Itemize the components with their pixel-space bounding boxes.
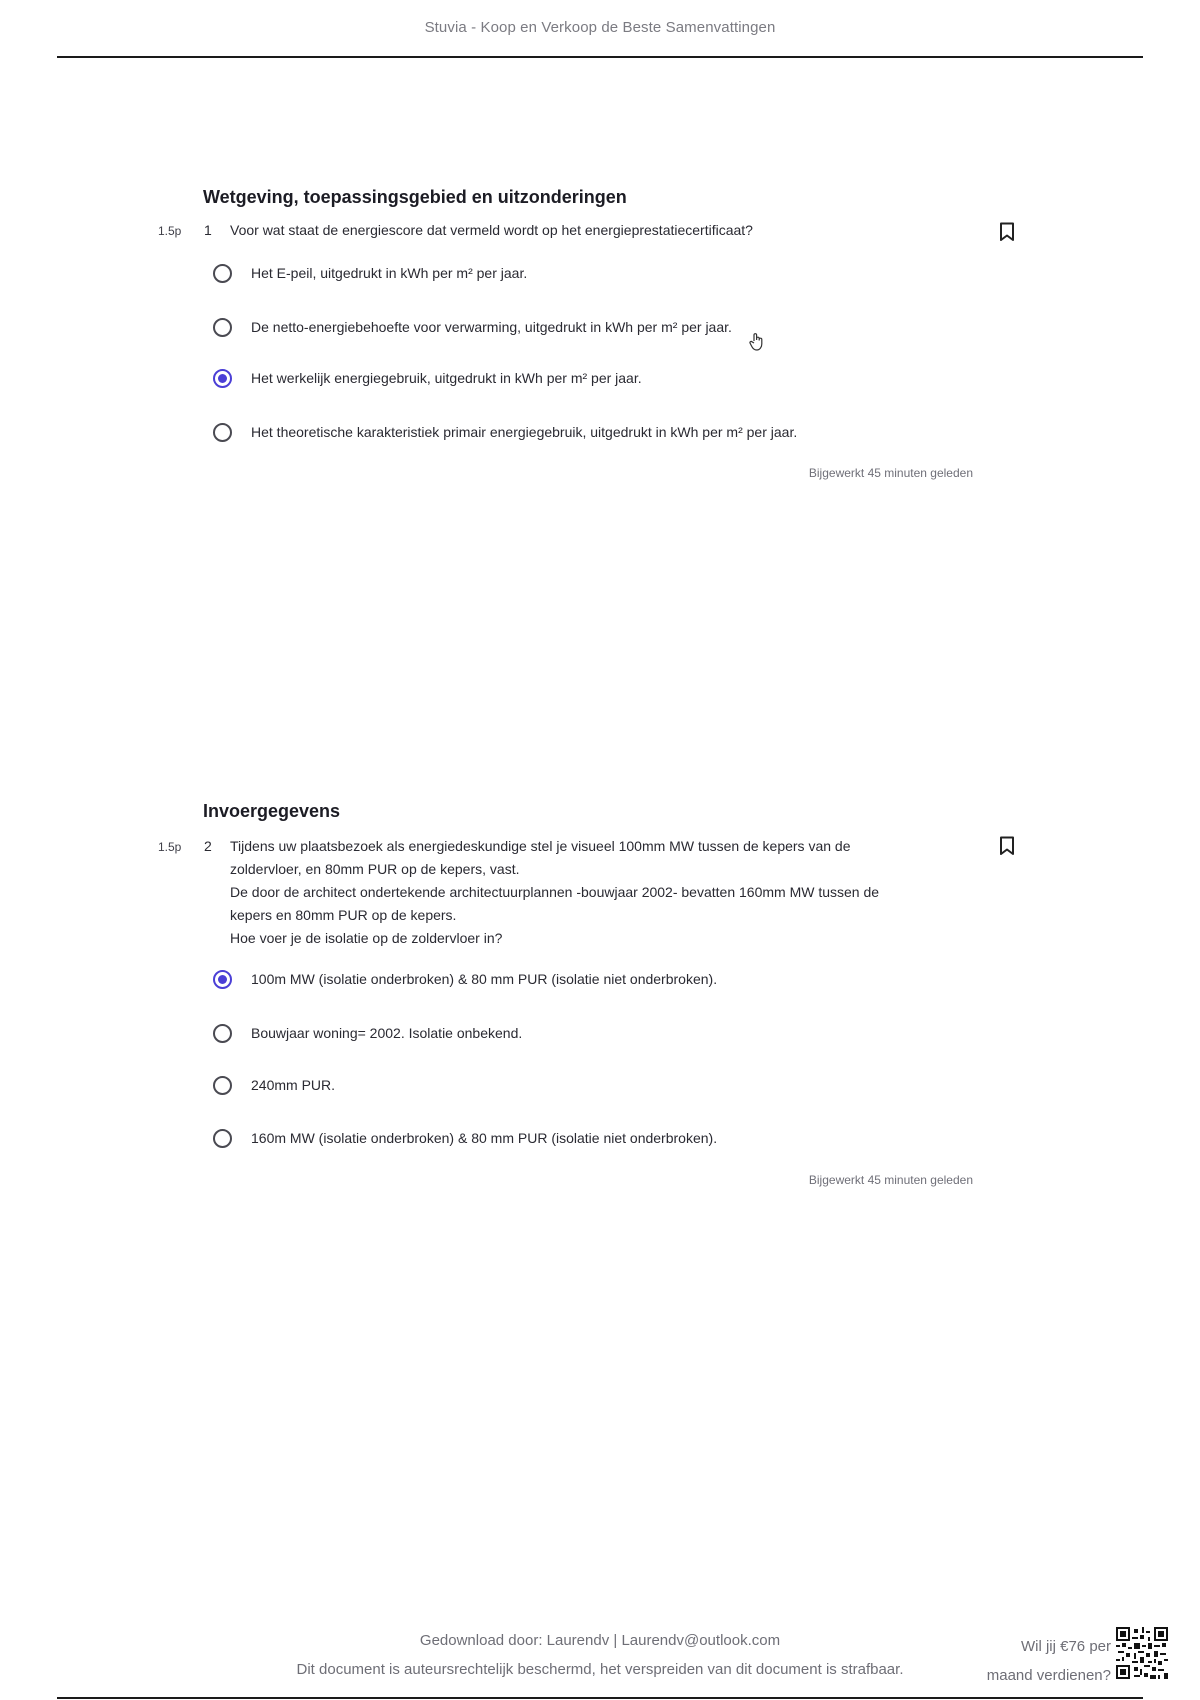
- updated-timestamp: Bijgewerkt 45 minuten geleden: [808, 1173, 973, 1187]
- updated-timestamp: Bijgewerkt 45 minuten geleden: [808, 466, 973, 480]
- earn-promo-line: maand verdienen?: [986, 1667, 1111, 1684]
- answer-label: Het werkelijk energiegebruik, uitgedrukt in kWh per m² per jaar.: [251, 370, 642, 386]
- answer-label: Bouwjaar woning= 2002. Isolatie onbekend.: [251, 1025, 523, 1041]
- question-text-line: Hoe voer je de isolatie op de zoldervloer in?: [230, 930, 503, 946]
- footer-divider: [57, 1697, 1143, 1699]
- qr-code-icon[interactable]: [1116, 1627, 1168, 1679]
- bookmark-icon[interactable]: [999, 222, 1015, 242]
- question-text-line: De door de architect ondertekende architectuurplannen -bouwjaar 2002- bevatten 160mm MW tussen de: [230, 884, 880, 900]
- earn-promo-line: Wil jij €76 per: [1020, 1638, 1111, 1655]
- question-text: [230, 835, 970, 950]
- question-text-line: kepers en 80mm PUR op de kepers.: [230, 907, 457, 923]
- answer-label: 240mm PUR.: [251, 1077, 336, 1093]
- question-text-line: Tijdens uw plaatsbezoek als energiedeskundige stel je visueel 100mm MW tussen de kepers van de: [230, 838, 851, 854]
- answer-label: Het E-peil, uitgedrukt in kWh per m² per jaar.: [251, 265, 528, 281]
- radio-button-selected[interactable]: [213, 369, 232, 388]
- download-info: Gedownload door: Laurendv | Laurendv@outlook.com: [419, 1632, 781, 1649]
- earn-promo[interactable]: [966, 1632, 1111, 1690]
- header-title: Stuvia - Koop en Verkoop de Beste Samenvattingen: [424, 19, 776, 36]
- answer-label: De netto-energiebehoefte voor verwarming, uitgedrukt in kWh per m² per jaar.: [251, 319, 732, 335]
- answer-label: 100m MW (isolatie onderbroken) & 80 mm PUR (isolatie niet onderbroken).: [251, 971, 718, 987]
- hand-cursor-icon: [749, 332, 765, 352]
- radio-button[interactable]: [213, 1024, 232, 1043]
- question-points: 1.5p: [158, 224, 182, 238]
- radio-button-selected[interactable]: [213, 970, 232, 989]
- question-text: [230, 219, 970, 242]
- question-number: 2: [204, 838, 212, 854]
- section-title: Wetgeving, toepassingsgebied en uitzonderingen: [203, 187, 627, 207]
- page-footer: [0, 1620, 1200, 1700]
- header-divider: [57, 56, 1143, 58]
- question-points: 1.5p: [158, 840, 182, 854]
- question-text-line: zoldervloer, en 80mm PUR op de kepers, vast.: [230, 861, 520, 877]
- question-number: 1: [204, 222, 212, 238]
- answer-label: Het theoretische karakteristiek primair energiegebruik, uitgedrukt in kWh per m² per jaar.: [251, 424, 798, 440]
- radio-button[interactable]: [213, 1076, 232, 1095]
- bookmark-icon[interactable]: [999, 836, 1015, 856]
- answer-label: 160m MW (isolatie onderbroken) & 80 mm PUR (isolatie niet onderbroken).: [251, 1130, 718, 1146]
- question-text-line: Voor wat staat de energiescore dat vermeld wordt op het energieprestatiecertificaat?: [230, 222, 753, 238]
- radio-button[interactable]: [213, 1129, 232, 1148]
- section-title: Invoergegevens: [203, 801, 341, 821]
- radio-button[interactable]: [213, 423, 232, 442]
- copyright-notice: Dit document is auteursrechtelijk beschermd, het verspreiden van dit document is strafbaar.: [296, 1661, 904, 1678]
- radio-button[interactable]: [213, 264, 232, 283]
- radio-button[interactable]: [213, 318, 232, 337]
- page-header: [0, 0, 1200, 58]
